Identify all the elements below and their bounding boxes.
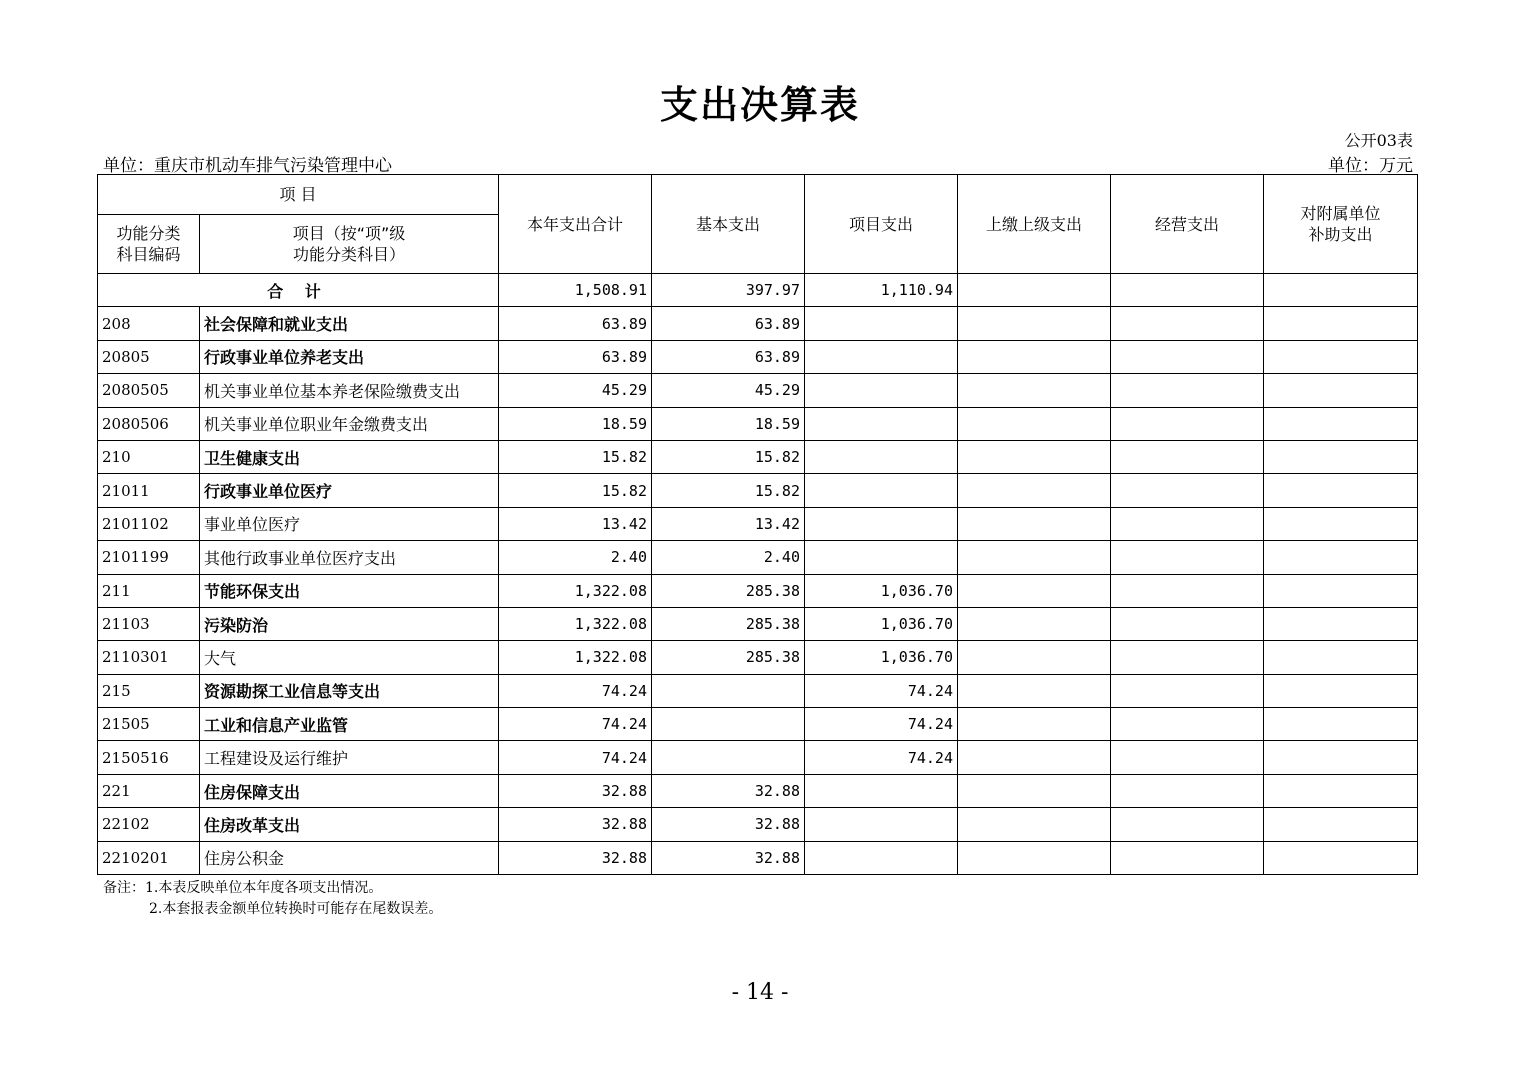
cell-basic bbox=[652, 674, 805, 707]
cell-name: 工程建设及运行维护 bbox=[200, 741, 499, 774]
cell-basic: 32.88 bbox=[652, 774, 805, 807]
cell-basic: 2.40 bbox=[652, 541, 805, 574]
table-row bbox=[98, 774, 1418, 807]
cell-upper bbox=[958, 741, 1111, 774]
cell-total: 15.82 bbox=[499, 474, 652, 507]
header-subsidy bbox=[1264, 175, 1418, 274]
cell-upper bbox=[958, 774, 1111, 807]
cell-subsidy bbox=[1264, 307, 1418, 340]
cell-name: 行政事业单位医疗 bbox=[200, 474, 499, 507]
cell-code: 21011 bbox=[98, 474, 200, 507]
cell-basic: 15.82 bbox=[652, 474, 805, 507]
cell-code: 2080505 bbox=[98, 374, 200, 407]
cell-upper bbox=[958, 607, 1111, 640]
cell-upper bbox=[958, 674, 1111, 707]
cell-upper bbox=[958, 574, 1111, 607]
cell-subsidy bbox=[1264, 708, 1418, 741]
cell-subsidy bbox=[1264, 274, 1418, 307]
cell-name: 卫生健康支出 bbox=[200, 440, 499, 473]
cell-name: 事业单位医疗 bbox=[200, 507, 499, 540]
cell-project: 1,036.70 bbox=[805, 607, 958, 640]
cell-basic: 32.88 bbox=[652, 808, 805, 841]
cell-basic: 285.38 bbox=[652, 607, 805, 640]
cell-upper bbox=[958, 841, 1111, 874]
cell-business bbox=[1111, 808, 1264, 841]
cell-subsidy bbox=[1264, 340, 1418, 373]
cell-name: 机关事业单位职业年金缴费支出 bbox=[200, 407, 499, 440]
table-row bbox=[98, 708, 1418, 741]
cell-total: 63.89 bbox=[499, 340, 652, 373]
cell-basic: 32.88 bbox=[652, 841, 805, 874]
note-line-1: 备注：1.本表反映单位本年度各项支出情况。 bbox=[103, 880, 383, 896]
cell-subsidy bbox=[1264, 574, 1418, 607]
cell-business bbox=[1111, 607, 1264, 640]
reporting-unit: 单位：重庆市机动车排气污染管理中心 bbox=[103, 156, 392, 176]
cell-upper bbox=[958, 307, 1111, 340]
header-code-line1: 功能分类 bbox=[116, 224, 181, 243]
cell-upper bbox=[958, 641, 1111, 674]
cell-total: 18.59 bbox=[499, 407, 652, 440]
total-label: 合 计 bbox=[98, 274, 499, 307]
cell-upper bbox=[958, 374, 1111, 407]
page-number: - 14 - bbox=[731, 980, 789, 1005]
cell-total: 45.29 bbox=[499, 374, 652, 407]
cell-name: 大气 bbox=[200, 641, 499, 674]
cell-business bbox=[1111, 541, 1264, 574]
cell-project: 1,036.70 bbox=[805, 574, 958, 607]
table-row bbox=[98, 474, 1418, 507]
cell-code: 21505 bbox=[98, 708, 200, 741]
cell-project bbox=[805, 340, 958, 373]
cell-business bbox=[1111, 641, 1264, 674]
cell-project: 1,110.94 bbox=[805, 274, 958, 307]
cell-basic bbox=[652, 708, 805, 741]
header-code-line2: 科目编码 bbox=[116, 245, 181, 264]
cell-subsidy bbox=[1264, 741, 1418, 774]
cell-business bbox=[1111, 474, 1264, 507]
cell-project: 74.24 bbox=[805, 708, 958, 741]
cell-code: 215 bbox=[98, 674, 200, 707]
cell-project bbox=[805, 541, 958, 574]
table-row bbox=[98, 507, 1418, 540]
cell-code: 2080506 bbox=[98, 407, 200, 440]
page-title: 支出决算表 bbox=[659, 83, 860, 127]
cell-code: 210 bbox=[98, 440, 200, 473]
cell-subsidy bbox=[1264, 808, 1418, 841]
cell-subsidy bbox=[1264, 407, 1418, 440]
cell-basic: 13.42 bbox=[652, 507, 805, 540]
header-item-group: 项 目 bbox=[98, 175, 499, 215]
header-code bbox=[98, 215, 200, 274]
cell-business bbox=[1111, 440, 1264, 473]
cell-basic: 397.97 bbox=[652, 274, 805, 307]
table-row bbox=[98, 307, 1418, 340]
table-row bbox=[98, 741, 1418, 774]
cell-basic: 285.38 bbox=[652, 574, 805, 607]
cell-code: 2110301 bbox=[98, 641, 200, 674]
cell-total: 1,322.08 bbox=[499, 607, 652, 640]
table-row bbox=[98, 674, 1418, 707]
cell-upper bbox=[958, 340, 1111, 373]
expenditure-table bbox=[97, 174, 1418, 875]
cell-business bbox=[1111, 674, 1264, 707]
cell-name: 住房改革支出 bbox=[200, 808, 499, 841]
header-subsidy-line2: 补助支出 bbox=[1308, 225, 1373, 244]
cell-business bbox=[1111, 507, 1264, 540]
cell-project bbox=[805, 307, 958, 340]
cell-code: 208 bbox=[98, 307, 200, 340]
cell-code: 20805 bbox=[98, 340, 200, 373]
header-name bbox=[200, 215, 499, 274]
cell-subsidy bbox=[1264, 674, 1418, 707]
header-business: 经营支出 bbox=[1111, 175, 1264, 274]
cell-total: 1,508.91 bbox=[499, 274, 652, 307]
cell-business bbox=[1111, 708, 1264, 741]
cell-upper bbox=[958, 507, 1111, 540]
header-subsidy-line1: 对附属单位 bbox=[1300, 204, 1381, 223]
cell-total: 74.24 bbox=[499, 741, 652, 774]
cell-total: 32.88 bbox=[499, 808, 652, 841]
note-line-2: 2.本套报表金额单位转换时可能存在尾数误差。 bbox=[149, 901, 443, 917]
table-row bbox=[98, 340, 1418, 373]
cell-code: 2210201 bbox=[98, 841, 200, 874]
cell-project bbox=[805, 440, 958, 473]
cell-subsidy bbox=[1264, 507, 1418, 540]
cell-business bbox=[1111, 274, 1264, 307]
cell-project bbox=[805, 774, 958, 807]
cell-project bbox=[805, 407, 958, 440]
table-row bbox=[98, 541, 1418, 574]
cell-project bbox=[805, 374, 958, 407]
cell-total: 32.88 bbox=[499, 841, 652, 874]
cell-subsidy bbox=[1264, 774, 1418, 807]
cell-subsidy bbox=[1264, 641, 1418, 674]
cell-business bbox=[1111, 374, 1264, 407]
cell-code: 2150516 bbox=[98, 741, 200, 774]
cell-code: 221 bbox=[98, 774, 200, 807]
cell-business bbox=[1111, 574, 1264, 607]
header-project: 项目支出 bbox=[805, 175, 958, 274]
cell-total: 1,322.08 bbox=[499, 574, 652, 607]
header-name-line1: 项目（按“项”级 bbox=[292, 224, 406, 243]
cell-business bbox=[1111, 307, 1264, 340]
table-row bbox=[98, 607, 1418, 640]
cell-basic: 63.89 bbox=[652, 307, 805, 340]
cell-name: 工业和信息产业监管 bbox=[200, 708, 499, 741]
cell-upper bbox=[958, 708, 1111, 741]
table-header bbox=[98, 175, 1418, 274]
cell-subsidy bbox=[1264, 474, 1418, 507]
cell-total: 63.89 bbox=[499, 307, 652, 340]
cell-total: 74.24 bbox=[499, 708, 652, 741]
cell-name: 污染防治 bbox=[200, 607, 499, 640]
table-row bbox=[98, 808, 1418, 841]
currency-unit: 单位：万元 bbox=[1328, 156, 1413, 176]
form-number: 公开03表 bbox=[1344, 131, 1413, 150]
cell-project: 74.24 bbox=[805, 674, 958, 707]
cell-basic: 63.89 bbox=[652, 340, 805, 373]
cell-name: 其他行政事业单位医疗支出 bbox=[200, 541, 499, 574]
cell-project bbox=[805, 841, 958, 874]
cell-subsidy bbox=[1264, 607, 1418, 640]
cell-project: 1,036.70 bbox=[805, 641, 958, 674]
cell-subsidy bbox=[1264, 374, 1418, 407]
cell-upper bbox=[958, 808, 1111, 841]
cell-basic: 285.38 bbox=[652, 641, 805, 674]
cell-project: 74.24 bbox=[805, 741, 958, 774]
cell-basic bbox=[652, 741, 805, 774]
cell-name: 节能环保支出 bbox=[200, 574, 499, 607]
table-row bbox=[98, 841, 1418, 874]
cell-name: 行政事业单位养老支出 bbox=[200, 340, 499, 373]
cell-name: 住房公积金 bbox=[200, 841, 499, 874]
cell-business bbox=[1111, 340, 1264, 373]
cell-business bbox=[1111, 407, 1264, 440]
cell-business bbox=[1111, 841, 1264, 874]
cell-business bbox=[1111, 741, 1264, 774]
cell-code: 2101199 bbox=[98, 541, 200, 574]
cell-project bbox=[805, 474, 958, 507]
table-body bbox=[98, 274, 1418, 875]
cell-code: 21103 bbox=[98, 607, 200, 640]
table-row bbox=[98, 440, 1418, 473]
cell-project bbox=[805, 808, 958, 841]
table-row bbox=[98, 574, 1418, 607]
cell-total: 15.82 bbox=[499, 440, 652, 473]
cell-upper bbox=[958, 474, 1111, 507]
total-row bbox=[98, 274, 1418, 307]
cell-basic: 18.59 bbox=[652, 407, 805, 440]
cell-code: 22102 bbox=[98, 808, 200, 841]
cell-code: 211 bbox=[98, 574, 200, 607]
cell-project bbox=[805, 507, 958, 540]
header-total: 本年支出合计 bbox=[499, 175, 652, 274]
cell-subsidy bbox=[1264, 541, 1418, 574]
cell-name: 住房保障支出 bbox=[200, 774, 499, 807]
cell-basic: 45.29 bbox=[652, 374, 805, 407]
cell-upper bbox=[958, 541, 1111, 574]
cell-upper bbox=[958, 407, 1111, 440]
cell-subsidy bbox=[1264, 841, 1418, 874]
cell-total: 32.88 bbox=[499, 774, 652, 807]
notes bbox=[103, 878, 442, 920]
cell-name: 社会保障和就业支出 bbox=[200, 307, 499, 340]
header-basic: 基本支出 bbox=[652, 175, 805, 274]
cell-upper bbox=[958, 274, 1111, 307]
cell-subsidy bbox=[1264, 440, 1418, 473]
header-upper: 上缴上级支出 bbox=[958, 175, 1111, 274]
cell-business bbox=[1111, 774, 1264, 807]
cell-name: 机关事业单位基本养老保险缴费支出 bbox=[200, 374, 499, 407]
cell-code: 2101102 bbox=[98, 507, 200, 540]
cell-total: 1,322.08 bbox=[499, 641, 652, 674]
cell-basic: 15.82 bbox=[652, 440, 805, 473]
table-row bbox=[98, 641, 1418, 674]
header-name-line2: 功能分类科目） bbox=[292, 245, 405, 264]
table-row bbox=[98, 407, 1418, 440]
cell-total: 2.40 bbox=[499, 541, 652, 574]
table-row bbox=[98, 374, 1418, 407]
cell-total: 13.42 bbox=[499, 507, 652, 540]
cell-total: 74.24 bbox=[499, 674, 652, 707]
cell-upper bbox=[958, 440, 1111, 473]
cell-name: 资源勘探工业信息等支出 bbox=[200, 674, 499, 707]
